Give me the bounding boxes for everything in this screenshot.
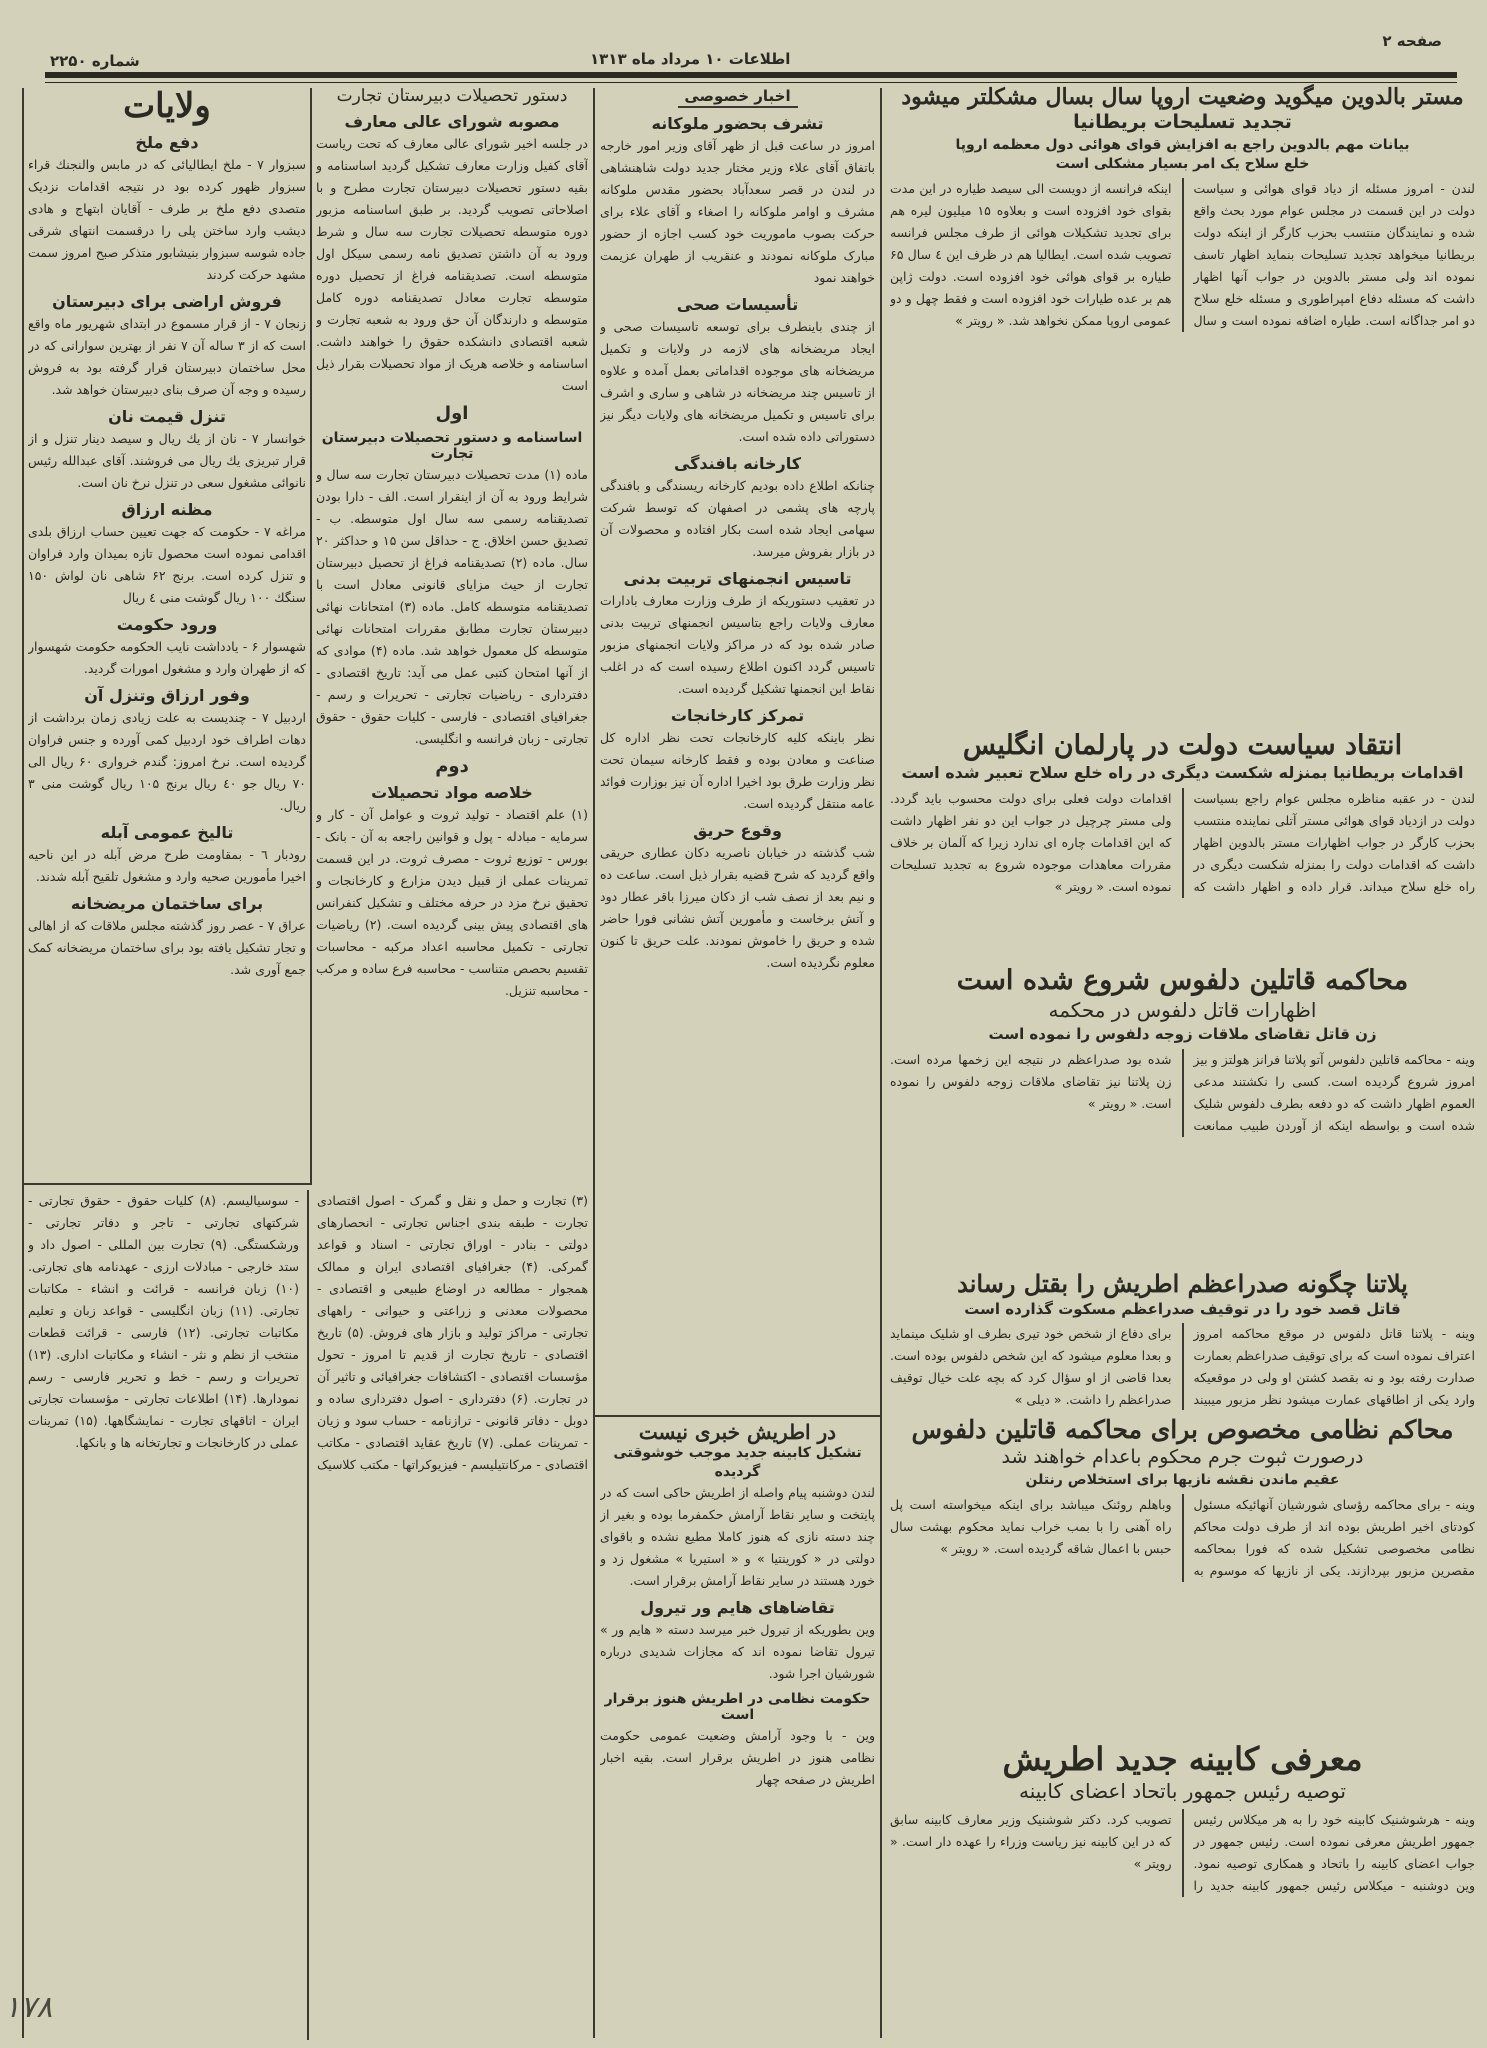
article-text: لندن - امروز مسئله از دیاد قوای هوائی و سیاست دولت در این قسمت در مجلس عوام مورد بحث واقع شده و نمایندگان منتسب بحزب کارگر از اینکه دولت بریطانیا میخواهد تجدید تسلیحات بنماید اظهار تاسف نموده اند ولی مستر بالدوین در جواب آنها اظهار داشت که مسئله دفاع امپراطوری و مسئله خلع سلاح دو امر جداگانه است. طیاره اضافه نموده است و سال اینکه فرانسه از دویست الی سیصد طیاره در این مدت بقوای خود افزوده است و بعلاوه ۱۵ میلیون لیره هم برای تجدید تشکیلات هوائی از طرف مجلس فرانسه تصویب شده است. ایطالیا هم در ظرف این ٤ سال ۶۵ طیاره بر قوای هوائی خود افزوده است. دولت ژاپن هم بر عده طیارات خود افزوده است و فقط چهل و دو عمومی اروپا ممکن نخواهد شد. [890,180,1475,328]
news-text: در تعقیب دستوریکه از طرف وزارت معارف بادارات معارف ولایات راجع بتاسیس انجمنهای تربیت بدنی صادر شده بود که در مراکز ولایات انجمنهای مزبور تاسیس گردد اکنون اطلاع رسیده است که در اغلب نقاط این انجمنها تشکیل گردیده است. [600,593,875,697]
issue-number: شماره ۲۲۵۰ [50,52,140,70]
province-news-text: اردبیل ۷ - چندیست به علت زیادی زمان برداشت از دهات اطراف خود اردبیل کمی آورده و جنس فراوان گردیده است. نرخ امروز: گندم خرواری ۶۰ ریال الی ۷۰ ریال جو ٤۰ ریال برنج ۱۰۵ ریال گوشت منی ۳ ریال. [28,709,306,813]
province-news-text: رودبار ٦ - بمقاومت طرح مرض آبله در این ناحیه اخیرا مأمورین صحیه وارد و مشغول تلقیح آبله شدند. [28,846,306,884]
subheadline: توصیه رئیس جمهور باتحاد اعضای کابینه [1018,1779,1346,1804]
article-text: وینه - هرشوشنیک کابینه خود را به هر میکلاس رئیس جمهور اطریش معرفی نموده است. رئیس جمهور در جواب اعضای کابینه را باتحاد و همکاری توصیه نمود. وین دوشنبه - میکلاس رئیس جمهور کابینه جدید را تصویب کرد. دکتر شوشنیک وزیر معارف کابینه سابق که در این کابینه نیز ریاست وزراء را عهده دار است. [890,1812,1475,1894]
province-news-text: شهسوار ۶ - یادداشت نایب الحکومه حکومت شهسوار که از طهران وارد و مشغول امورات گردید. [28,638,306,676]
source-attribution: « رویتر » [1087,1095,1138,1111]
subheadline: درصورت ثبوت جرم محکوم باعدام خواهند شد [1001,1446,1364,1468]
province-news-title: دفع ملخ [135,132,199,152]
article-dollfuss-trial [890,965,1475,1265]
province-news-text: عراق ۷ - عصر روز گذشته مجلس ملاقات که از اهالی و تجار تشکیل یافته بود برای ساختمان مریضخانه کمک جمع آوری شد. [28,917,306,977]
article-body [890,1809,1475,1897]
column-divider [22,88,24,2038]
section-number: دوم [435,756,469,778]
section-heading: ولایات [123,86,211,126]
subheadline: اقدامات بریطانیا بمنزله شکست دیگری در راه خلع سلاح تعبیر شده است [901,763,1464,783]
subheadline: تجدید تسلیحات بریطانیا [1073,111,1292,134]
article-text: ماده (۱) مدت تحصیلات دبیرستان تجارت سه سال و شرایط ورود به آن از اینقرار است. الف - دارا بودن تصدیقنامه رسمی سه سال اول متوسطه. ب - تصدیق حسن اخلاق. ج - حداقل سن ۱۵ و حداکثر ۲۰ سال. ماده (۲) تصدیقنامه فراغ از تحصیل دبیرستان تجارت از حیث مزایای قانونی معادل است با تصدیقنامه متوسطه کامل. ماده (۳) امتحانات نهائی دبیرستان تجارت مطابق مقررات امتحانات نهائی متوسطه کل معمول خواهد شد. ماده (۴) موادی که از آنها امتحان کتبی عمل می آید: تاریخ اقتصادی - دفترداری - ریاضیات تجارتی - تحریرات و رسم - جغرافیای اقتصادی - فارسی - کلیات حقوق - حقوق تجارتی - زبان فرانسه و انگلیسی. [316,467,588,747]
article-body [890,1049,1475,1137]
subheadline: عقیم ماندن نقشه نازیها برای استخلاص رنتلن [1025,1471,1340,1488]
news-title: تأسیسات صحی [676,295,799,315]
source-attribution: « رویتر » [955,312,1005,328]
provinces-list [28,133,306,981]
article-body [890,178,1475,332]
article-text: وینه - برای محاکمه رؤسای شورشیان آنهائیکه مسئول کودتای اخیر اطریش بوده اند از طرف دولت محاکم نظامی مخصوصی تشکیل شده که فورا بمحاکمه مقصرین مزبور بپردازند. یکی از نازیها که موسوم به وباهلم روئنک میباشد برای اینکه میخواسته است پل راه آهنی را با بمب خراب نماید محکوم بهشت سال حبس با اعمال شاقه گردیده است. [890,1496,1475,1578]
province-news-text: خوانسار ۷ - نان از یك ریال و سیصد دینار تنزل و از قرار تبریزی یك ریال می فروشند. آقای عبدالله رئیس نانوائی مشغول سعی در تنزل نرخ نان است. [28,430,306,490]
source-attribution: « رویتر » [940,1540,990,1556]
headline: مستر بالدوین میگوید وضعیت اروپا سال بسال مشکلتر میشود [901,84,1464,110]
headline: معرفی کابینه جدید اطریش [1002,1740,1363,1778]
news-text: از چندی باینطرف برای توسعه تاسیسات صحی و ایجاد مریضخانه های لازمه در ولایات و تکمیل مریضخانه های موجوده اقداماتی بعمل آمده و علاوه از تاسیس چند مریضخانه در شاهی و ساری و اشرف برای تاسیس و تکمیل مریضخانه های ولایات دیگر نیز دستوراتی داده شده است. [600,319,875,445]
province-news-text: مراغه ۷ - حکومت که جهت تعیین حساب ارزاق بلدی اقدامی نموده است محصول تازه بمیدان وارد فراوان و تنزل کرده است. برنج ۶۲ شاهی نان لواش ۱۵۰ سنگك ۱۰۰ ریال گوشت منی ٤ ریال [28,523,306,605]
masthead-rule [45,72,1457,78]
page-number-label: صفحه ۲ [1382,32,1442,50]
commerce-school-article [316,86,588,1181]
article-text: (۳) تجارت و حمل و نقل و گمرک - اصول اقتصادی تجارت - طبقه بندی اجناس تجارتی - انحصارهای دولتی - بنادر - اوراق تجارتی - اسناد و قواعد گمرکی. (۴) جغرافیای اقتصادی ایران و ممالک همجوار - مطالعه در اوضاع طبیعی و اقتصادی - محصولات معدنی و زراعتی و حیوانی - راههای تجارتی - مراکز تولید و بازار های فروش. (۵) تاریخ اقتصادی - تاریخ تجارت از قدیم تا امروز - تحول مؤسسات اقتصادی - اکتشافات جغرافیائی و تاثیر آن در تجارت. (۶) دفترداری - اصول دفترداری ساده و دوبل - دفاتر قانونی - ترازنامه - حساب سود و زیان - تمرینات عملی. (۷) تاریخ عقاید اقتصادی - مکاتب اقتصادی - مرکانتیلیسم - فیزیوکراتها - مکتب کلاسیک - سوسیالیسم. (۸) کلیات حقوق - حقوق تجارتی - شرکتهای تجارتی - تاجر و دفاتر تجارتی - ورشکستگی. (۹) تجارت بین المللی - اصول داد و ستد خارجی - مبادلات ارزی - عهدنامه های تجارتی. (۱۰) زبان فرانسه - قرائت و انشاء - مکاتبات تجارتی. (۱۱) زبان انگلیسی - قواعد زبان و تعلیم مکاتبات تجارتی. (۱۲) فارسی - قرائت قطعات منتخب از نظم و نثر - انشاء و مکاتبات اداری. (۱۳) تحریرات و رسم - خط و تحریر فارسی - رسم نمودارها. (۱۴) اطلاعات تجارتی - مؤسسات تجارتی ایران - اتاقهای تجارت - نمایشگاهها. (۱۵) تمرینات عملی در کارخانجات و تجارتخانه ها و بانکها. [28,1193,588,1472]
article-military-courts [890,1415,1475,1735]
province-news-title: فروش اراضی برای دبیرستان [52,291,282,311]
masthead-date: اطلاعات ۱۰ مرداد ماه ۱۳۱۳ [590,50,791,68]
news-text: وین - با وجود آرامش وضعیت عمومی حکومت نظامی هنوز در اطریش برقرار است. بقیه اخبار اطریش در صفحه چهار [600,1727,875,1787]
headline: محاکمه قاتلین دلفوس شروع شده است [956,965,1409,996]
article-body [890,1323,1475,1410]
province-news-title: مظنه ارزاق [121,499,213,519]
subheadline: اساسنامه و دستور تحصیلات دبیرستان تجارت [321,430,583,463]
subheadline: مصوبه شورای عالی معارف [344,112,560,132]
news-text: نظر باینکه کلیه کارخانجات تحت نظر اداره کل صناعت و معادن بوده و فقط کارخانه سیمان تحت نظر وزارت طرق بود اخیرا اداره آن نیز بوزارت فوائد عامه منتقل گردیده است. [600,730,875,812]
subheadline: خلاصه مواد تحصیلات [371,783,533,803]
province-news-text: زنجان ۷ - از قرار مسموع در ابتدای شهریور ماه واقع است که از ۳ ساله آن ۷ نفر از بهترین سوارانی که در محل ساختمان دبیرستان قرار گرفته بود به فروش رسیده و وجه آن صرف بنای دبیرستان خواهد شد. [28,315,306,397]
headline: انتقاد سیاست دولت در پارلمان انگلیس [962,730,1403,761]
province-news-title: برای ساختمان مریضخانه [70,893,264,913]
column-divider [310,88,312,1183]
subheadline: بیانات مهم بالدوین راجع به افزایش قوای هوائی دول معظمه اروپا [955,137,1410,154]
subheadline: خلع سلاح یک امر بسیار مشکلی است [1055,155,1310,172]
section-divider [595,1415,880,1417]
news-text: وین بطوریکه از تیرول خبر میرسد دسته « هایم ور » تیرول تقاضا نموده اند که مجازات شدیدی درباره شورشیان اجرا شود. [600,1621,875,1681]
commerce-school-continued [28,1190,588,2040]
source-attribution: « رویتر » [890,1834,1172,1872]
news-title: تشرف بحضور ملوکانه [651,114,824,134]
headline: دستور تحصیلات دبیرستان تجارت [336,86,568,106]
news-title: تمرکز کارخانجات [670,706,805,726]
article-parliament [890,730,1475,958]
article-text: وینه - پلاتنا قاتل دلفوس در موقع محاکمه امروز اعتراف نموده است که برای توقیف صدراعظم بعمارت صدارت رفته بود و نه بقصد کشتن او ولی در موقعیکه وارد یکی از اطاقهای عمارت میشود نظر مزبور میبیند برای دفاع از شخص خود تیری بطرف او شلیک مینماید و بعدا معلوم میشود که این شخص دلفوس بوده است. بعدا قاضی از او سؤال کرد که بچه علت خیال توقیف صدراعظم را داشت. [890,1326,1475,1408]
headline: پلاتنا چگونه صدراعظم اطریش را بقتل رساند [957,1270,1408,1298]
subheadline: اظهارات قاتل دلفوس در محکمه [1048,998,1317,1023]
province-news-title: تنزل قیمت نان [108,406,226,426]
article-text: (۱) علم اقتصاد - تولید ثروت و عوامل آن - کار و سرمایه - مبادله - پول و قوانین راجعه به آن - بانک - بورس - توزیع ثروت - مصرف ثروت. در این قسمت تمرینات عملی از قبیل دیدن مزارع و کارخانجات و تحقیق نرخ مزد در حرفه مختلف و تشکیل کنفرانس های اقتصادی پیش بینی گردیده است. (۲) ریاضیات تجارتی - تکمیل محاسبه اعداد مرکبه - محاسبات تقسیم بحصص متناسب - محاسبه فرع ساده و مرکب - محاسبه تنزیل. [316,807,588,999]
article-baldwin [890,84,1475,724]
column-divider [880,88,882,2038]
news-title: کارخانه بافندگی [673,454,802,474]
news-title: وقوع حریق [693,821,782,841]
section-heading: اخبار خصوصی [678,86,798,108]
source-attribution: « دیلی » [1014,1392,1062,1408]
special-news-column [600,86,875,1411]
article-body [890,788,1475,898]
article-text: در جلسه اخیر شورای عالی معارف که تحت ریاست آقای کفیل وزارت معارف تشکیل گردید اساسنامه و بقیه دستور تحصیلات دبیرستان تجارت مطرح و با اصلاحاتی تصویب گردید. بر طبق اساسنامه مزبور دوره متوسطه تحصیلات تجارت سه سال و شرط ورود به آن داشتن تصدیق نامه رسمی سیکل اول متوسطه است. تصدیقنامه فراغ از تحصیل دوره متوسطه تجارت معادل تصدیقنامه دوره کامل متوسطه و دارندگان آن حق ورود به شعبه تجارت و شعبه اقتصادی دانشکده حقوق را خواهند داشت. اساسنامه و خلاصه هریک از مواد تحصیلات بقرار ذیل است [316,136,588,394]
provinces-column [28,86,306,1181]
news-title: تاسیس انجمنهای تربیت بدنی [623,569,852,589]
section-divider [22,1183,312,1185]
province-news-text: سبزوار ۷ - ملخ ایطالیائی که در مابس والنجنك قراء سبزوار ظهور کرده بود در نتیجه اقدامات نزدیک متصدی دفع ملخ بر طرف - آقایان ابتهاج و هادی دیشب وارد ساختن پلی را درقسمت انتهای شرقی جاده شوسه سبزوار بنیشابور متذکر صبح امروز سمت مشهد حرکت کردند [28,156,306,282]
province-news-title: تالیخ عمومی آبله [100,822,234,842]
margin-number: ۱۷۸ [4,1990,53,2025]
subheadline: تشکیل کابینه جدید موجب خوشوقتی گردیده [613,1445,862,1480]
news-text: شب گذشته در خیابان ناصریه دکان عطاری حریقی واقع گردید که شرح قضیه بقرار ذیل است. ساعت ده و نیم بعد از نصف شب از دکان میرزا باقر عطار دود و آتش برخاست و مأمورین آتش نشانی فورا حاضر شده و حریق را خاموش نمودند. علت حریق تا کنون معلوم نگردیده است. [600,845,875,971]
news-title: حکومت نظامی در اطریش هنوز برقرار است [604,1690,871,1723]
headline: محاکم نظامی مخصوص برای محاکمه قاتلین دلفوس [911,1415,1454,1444]
article-text: لندن - در عقبه مناظره مجلس عوام راجع بسیاست دولت در ازدیاد قوای هوائی مستر آتلی نماینده منتسب بحزب کارگر در جواب اظهارات مستر بالدوین اظهار داشت که اقدامات دولت را بمنزله شکست دیگری در راه خلع سلاح میداند. قرار داده و اظهار داشت که اقدامات دولت فعلی برای دولت محسوب باید گردد. ولی مستر چرچیل در جواب این دو نفر اظهار داشت که این اقدامات چاره ای ندارد زیرا که آلمان بر خلاف مقررات معاهدات موجوده شروع به تجدید تسلیحات نموده است. [890,790,1475,894]
news-text: چنانکه اطلاع داده بودیم کارخانه ریسندگی و بافندگی پارچه های پشمی در اصفهان که توسط شرکت سهامی ایجاد شده است بکار افتاده و محصولات آن در بازار بفروش میرسد. [600,478,875,560]
news-text: لندن دوشنبه پیام واصله از اطریش حاکی است که در پایتخت و سایر نقاط آرامش حکمفرما بوده و بغیر از چند دسته نازی که هنوز کاملا مطیع نشده و باقوای دولتی در « کورینتیا » و « استیریا » مشغول زد و خورد هستند در سایر نقاط آرامش برقرار است. [600,1484,875,1588]
article-new-cabinet [890,1740,1475,2040]
source-attribution: « رویتر » [1054,878,1105,894]
article-body [890,1494,1475,1582]
section-number: اول [435,403,469,425]
subheadline: قاتل قصد خود را در توقیف صدراعظم مسکوت گذارده است [964,1299,1401,1318]
masthead-rule-thin [45,82,1457,83]
article-text: وینه - محاکمه قاتلین دلفوس آتو پلاتنا فرانز هولتز و بیز امروز شروع گردیده است. کسی را نکشتند مدعی العموم اظهار داشت که دو دفعه بطرف دلفوس شلیک شده است و بواسطه اینکه از آوردن طبیب ممانعت شده بود صدراعظم در نتیجه این زخمها مرده است. زن پلاتنا نیز تقاضای ملاقات زوجه دلفوس را نموده است. [890,1051,1475,1133]
province-news-title: ورود حکومت [116,614,218,634]
subheadline: زن قاتل تقاضای ملاقات زوجه دلفوس را نموده است [988,1025,1377,1044]
headline: در اطریش خبری نیست [638,1420,837,1444]
province-news-title: وفور ارزاق وتنزل آن [84,685,250,705]
news-text: امروز در ساعت قبل از ظهر آقای وزیر امور خارجه باتفاق آقای علاء وزیر مختار جدید دولت شاهنشاهی در لندن در قصر سعدآباد بحضور مقدس ملوکانه مشرف و اوامر ملوکانه را اصغاء و آقای علاء برای حرکت بصوب ماموریت خود کسب اجازه از حضور مبارک ملوکانه نمودند و عنقریب از طهران عزیمت خواهند نمود [600,138,875,286]
austria-news [600,1420,875,2040]
article-planetta [890,1270,1475,1410]
news-title: تقاضاهای هایم ور تیرول [640,1597,835,1617]
column-divider [593,88,595,2038]
